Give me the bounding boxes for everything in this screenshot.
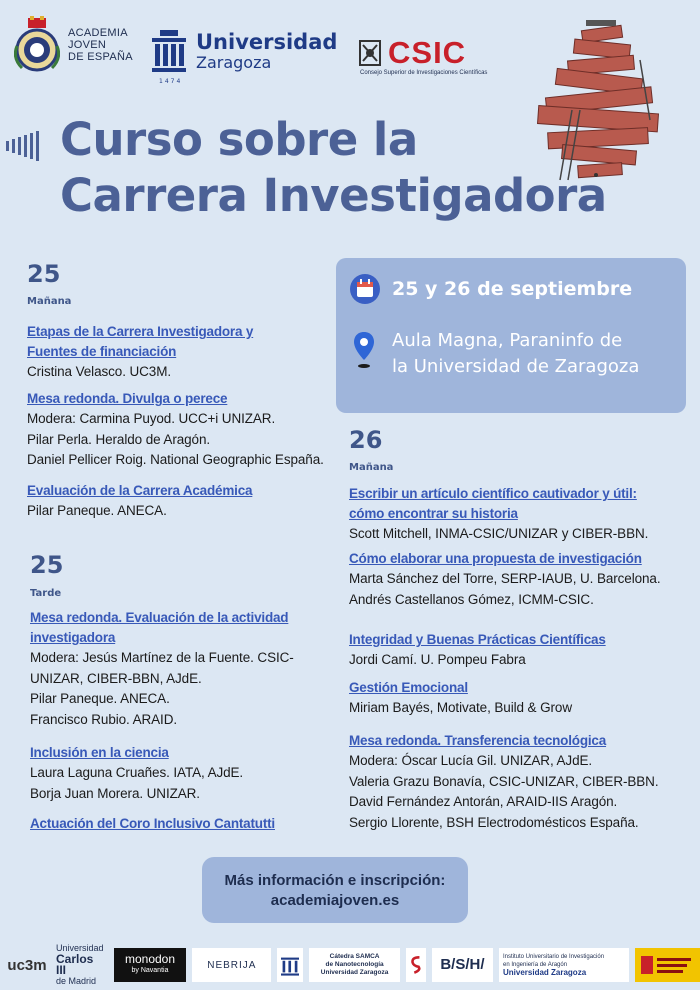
sponsor-text: B/S/H/ bbox=[440, 956, 485, 973]
speaker-line: Pilar Paneque. ANECA. bbox=[30, 691, 170, 706]
session-title[interactable]: Actuación del Coro Inclusivo Cantatutti bbox=[30, 816, 275, 831]
title-line: Carrera Investigadora bbox=[60, 169, 607, 222]
day-number: 25 bbox=[27, 260, 61, 288]
speaker-line: Marta Sánchez del Torre, SERP-IAUB, U. Barcelona. bbox=[349, 571, 661, 586]
session-title[interactable]: Escribir un artículo científico cautivador y útil: bbox=[349, 486, 637, 501]
session-item bbox=[349, 630, 689, 671]
event-place bbox=[392, 328, 682, 380]
s-logo-icon bbox=[410, 953, 422, 977]
unizar-year: 1474 bbox=[159, 78, 183, 85]
speaker-line: Daniel Pellicer Roig. National Geographic España. bbox=[27, 452, 324, 467]
sponsor-bsh bbox=[432, 948, 493, 982]
sponsor-unizar-mark bbox=[277, 948, 303, 982]
speaker-line: Miriam Bayés, Motivate, Build & Grow bbox=[349, 700, 572, 715]
unizar-line1: Universidad bbox=[196, 30, 338, 54]
sponsor-text: Universidad bbox=[56, 943, 104, 953]
speaker-line: Modera: Carmina Puyod. UCC+i UNIZAR. bbox=[27, 411, 276, 426]
session-item bbox=[30, 608, 335, 730]
sound-bars-icon bbox=[6, 130, 44, 162]
sponsor-bar bbox=[0, 945, 700, 985]
aje-name bbox=[68, 27, 133, 63]
sponsor-text: de Madrid bbox=[56, 976, 97, 986]
sponsor-samca bbox=[309, 948, 400, 982]
session-title[interactable]: Cómo elaborar una propuesta de investigación bbox=[349, 551, 642, 566]
crest-icon bbox=[14, 16, 60, 74]
day-number: 25 bbox=[30, 551, 64, 579]
session-item bbox=[349, 678, 689, 719]
place-line: Aula Magna, Paraninfo de bbox=[392, 330, 623, 351]
aje-line: JOVEN bbox=[68, 39, 107, 51]
speaker-line: Borja Juan Morera. UNIZAR. bbox=[30, 785, 200, 801]
unizar-building-icon bbox=[281, 953, 299, 977]
title-line: Curso sobre la bbox=[60, 113, 418, 166]
session-item bbox=[349, 731, 689, 833]
sponsor-text: Universidad Zaragoza bbox=[320, 969, 389, 976]
session-title[interactable]: Etapas de la Carrera Investigadora y bbox=[27, 324, 254, 339]
speaker-line: Andrés Castellanos Gómez, ICMM-CSIC. bbox=[349, 591, 594, 607]
session-title[interactable]: Mesa redonda. Transferencia tecnológica bbox=[349, 733, 607, 748]
session-item bbox=[30, 743, 335, 804]
session-item bbox=[349, 549, 689, 610]
csic-subtitle: Consejo Superior de Investigaciones Científicas bbox=[360, 70, 488, 76]
sponsor-text: Universidad Zaragoza bbox=[503, 968, 587, 977]
location-pin-icon bbox=[353, 330, 375, 370]
gobierno-emblem-icon bbox=[639, 952, 695, 978]
sponsor-gobierno-espana bbox=[635, 948, 700, 982]
speaker-line: Laura Laguna Cruañes. IATA, AJdE. bbox=[30, 765, 244, 780]
session-title[interactable]: Evaluación de la Carrera Académica bbox=[27, 483, 253, 498]
speaker-line: Pilar Paneque. ANECA. bbox=[27, 503, 167, 518]
speaker-line: UNIZAR, CIBER-BBN, AJdE. bbox=[30, 670, 202, 686]
sponsor-text: de Nanotecnología bbox=[325, 961, 384, 968]
session-title[interactable]: Inclusión en la ciencia bbox=[30, 745, 169, 760]
aje-line: ACADEMIA bbox=[68, 27, 128, 39]
session-title[interactable]: cómo encontrar su historia bbox=[349, 506, 518, 521]
sponsor-text: Carlos III bbox=[56, 952, 94, 977]
session-title[interactable]: Mesa redonda. Evaluación de la actividad bbox=[30, 610, 289, 625]
unizar-logo bbox=[152, 30, 337, 74]
csic-logo bbox=[358, 35, 467, 70]
time-slot: Tarde bbox=[30, 588, 62, 599]
cta-label: Más información e inscripción: bbox=[224, 872, 446, 889]
sponsor-text: by Navantia bbox=[131, 967, 169, 974]
time-slot: Mañana bbox=[349, 462, 394, 473]
session-item bbox=[30, 814, 335, 834]
unizar-wordmark bbox=[196, 30, 337, 72]
sponsor-nebrija: NEBRIJA bbox=[192, 948, 271, 982]
speaker-line: Pilar Perla. Heraldo de Aragón. bbox=[27, 431, 211, 447]
speaker-line: Francisco Rubio. ARAID. bbox=[30, 711, 178, 727]
speaker-line: Valeria Grazu Bonavía, CSIC-UNIZAR, CIBER-BBN. bbox=[349, 773, 659, 789]
registration-box[interactable] bbox=[202, 857, 468, 923]
session-item bbox=[27, 481, 332, 522]
day-number: 26 bbox=[349, 426, 383, 454]
sponsor-s-logo bbox=[406, 948, 426, 982]
session-title[interactable]: Integridad y Buenas Prácticas Científicas bbox=[349, 632, 606, 647]
academia-joven-logo bbox=[14, 16, 133, 74]
sponsor-text: Cátedra SAMCA bbox=[329, 953, 380, 960]
sponsor-text: monodon bbox=[124, 952, 176, 966]
sponsor-i3a bbox=[499, 948, 629, 982]
speaker-line: Scott Mitchell, INMA-CSIC/UNIZAR y CIBER-BBN. bbox=[349, 526, 649, 541]
page-title bbox=[60, 112, 680, 224]
session-item bbox=[349, 484, 689, 545]
calendar-icon bbox=[350, 274, 380, 304]
speaker-line: David Fernández Antorán, ARAID-IIS Aragón. bbox=[349, 794, 618, 809]
aje-line: DE ESPAÑA bbox=[68, 51, 133, 63]
session-item bbox=[27, 322, 332, 383]
csic-name: CSIC bbox=[388, 35, 467, 70]
event-date: 25 y 26 de septiembre bbox=[392, 278, 633, 300]
place-line: la Universidad de Zaragoza bbox=[392, 356, 640, 377]
sponsor-monodon bbox=[114, 948, 187, 982]
csic-emblem-icon bbox=[358, 39, 382, 67]
speaker-line: Modera: Óscar Lucía Gil. UNIZAR, AJdE. bbox=[349, 753, 593, 768]
sponsor-uc3m: uc3m bbox=[7, 956, 47, 974]
unizar-line2: Zaragoza bbox=[196, 53, 272, 72]
sponsor-text: Instituto Universitario de Investigación bbox=[503, 954, 605, 960]
speaker-line: Jordi Camí. U. Pompeu Fabra bbox=[349, 652, 526, 667]
session-title[interactable]: Mesa redonda. Divulga o perece bbox=[27, 391, 228, 406]
session-item bbox=[27, 389, 332, 471]
sponsor-text: en Ingeniería de Aragón bbox=[503, 962, 568, 968]
session-title[interactable]: Fuentes de financiación bbox=[27, 344, 177, 359]
speaker-line: Sergio Llorente, BSH Electrodomésticos España. bbox=[349, 814, 639, 830]
sponsor-carlos-iii bbox=[52, 943, 108, 986]
cta-link[interactable]: academiajoven.es bbox=[270, 892, 400, 909]
unizar-building-icon bbox=[152, 30, 186, 74]
speaker-line: Cristina Velasco. UC3M. bbox=[27, 364, 171, 379]
session-title[interactable]: investigadora bbox=[30, 630, 116, 645]
speaker-line: Modera: Jesús Martínez de la Fuente. CSIC- bbox=[30, 650, 294, 665]
time-slot: Mañana bbox=[27, 296, 72, 307]
session-title[interactable]: Gestión Emocional bbox=[349, 680, 468, 695]
